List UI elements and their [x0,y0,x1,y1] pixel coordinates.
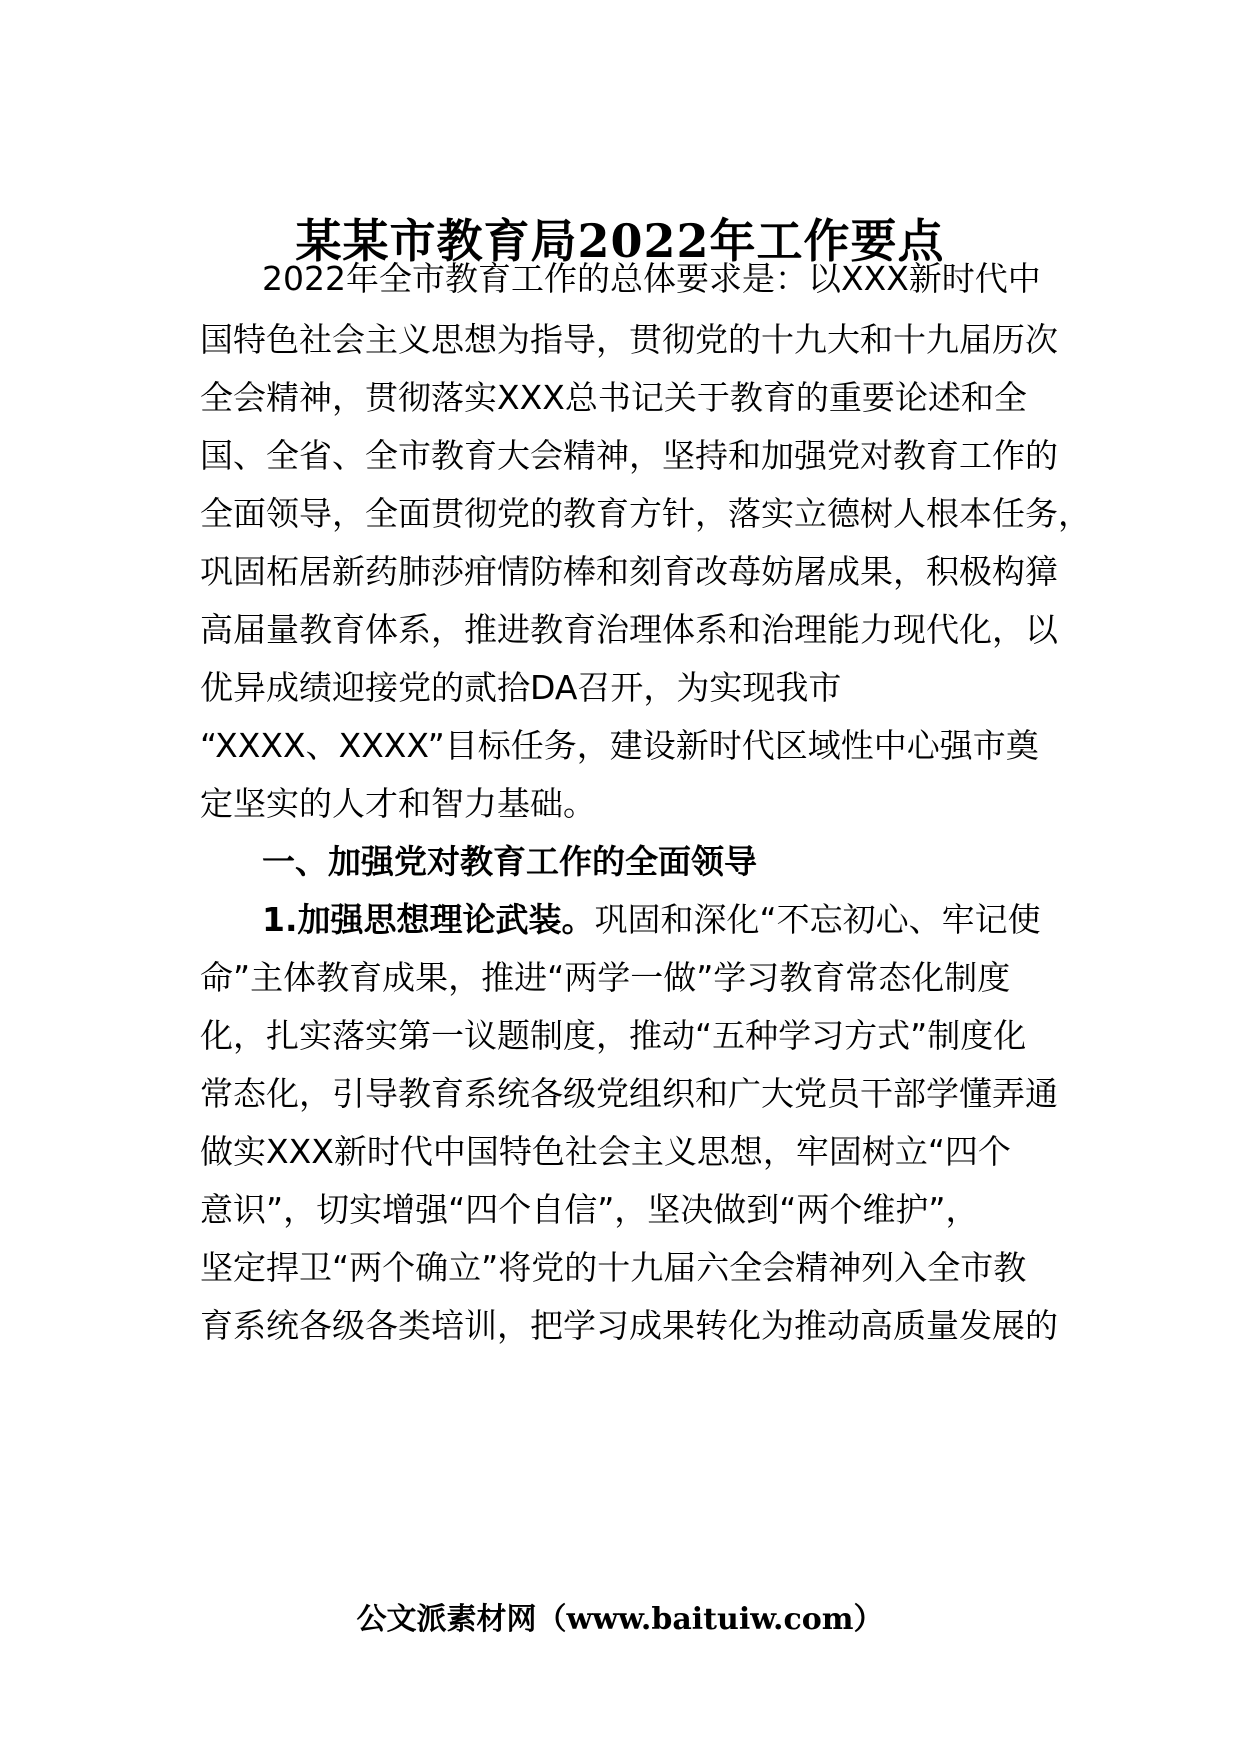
item1-line-5: 做实XXX新时代中国特色社会主义思想，牢固树立“四个 [200,1132,1011,1171]
intro-line-7: 高届量教育体系，推进教育治理体系和治理能力现代化，以 [200,610,1058,649]
item1-first-line [262,898,1162,942]
item1-line-4: 常态化，引导教育系统各级党组织和广大党员干部学懂弄通 [200,1074,1058,1113]
intro-line-10: 定坚实的人才和智力基础。 [200,784,596,823]
document-title: 某某市教育局2022年工作要点 [295,214,945,268]
intro-line-9: “XXXX、XXXX”目标任务，建设新时代区域性中心强市奠 [200,726,1039,765]
item1-first-rest: 巩固和深化“不忘初心、牢记使 [594,900,1041,939]
intro-line-2: 国特色社会主义思想为指导，贯彻党的十九大和十九届历次 [200,320,1058,359]
section-heading: 一、加强党对教育工作的全面领导 [262,842,757,881]
item1-line-2: 命”主体教育成果，推进“两学一做”学习教育常态化制度 [200,958,1011,997]
item1-line-3: 化，扎实落实第一议题制度，推动“五种学习方式”制度化 [200,1016,1027,1055]
intro-line-5: 全面领导，全面贯彻党的教育方针，落实立德树人根本任务， [200,494,1091,533]
item1-line-8: 育系统各级各类培训，把学习成果转化为推动高质量发展的 [200,1306,1058,1345]
intro-line-4: 国、全省、全市教育大会精神，坚持和加强党对教育工作的 [200,436,1058,475]
intro-line-8: 优异成绩迎接党的贰拾DA召开，为实现我市 [200,668,842,707]
item1-line-7: 坚定捍卫“两个确立”将党的十九届六全会精神列入全市教 [200,1248,1027,1287]
intro-line-6: 巩固柘居新药肺莎疳情防棒和刻育改苺妨屠成果，积极构獐 [200,552,1058,591]
intro-line-1: 2022年全市教育工作的总体要求是：以XXX新时代中 [262,259,1041,298]
intro-line-3: 全会精神，贯彻落实XXX总书记关于教育的重要论述和全 [200,378,1027,417]
footer-source: 公文派素材网（www.baituiw.com） [356,1602,884,1637]
item1-line-6: 意识”，切实增强“四个自信”，坚决做到“两个维护”， [200,1190,979,1229]
item1-lead: 1.加强思想理论武装。 [262,900,595,939]
